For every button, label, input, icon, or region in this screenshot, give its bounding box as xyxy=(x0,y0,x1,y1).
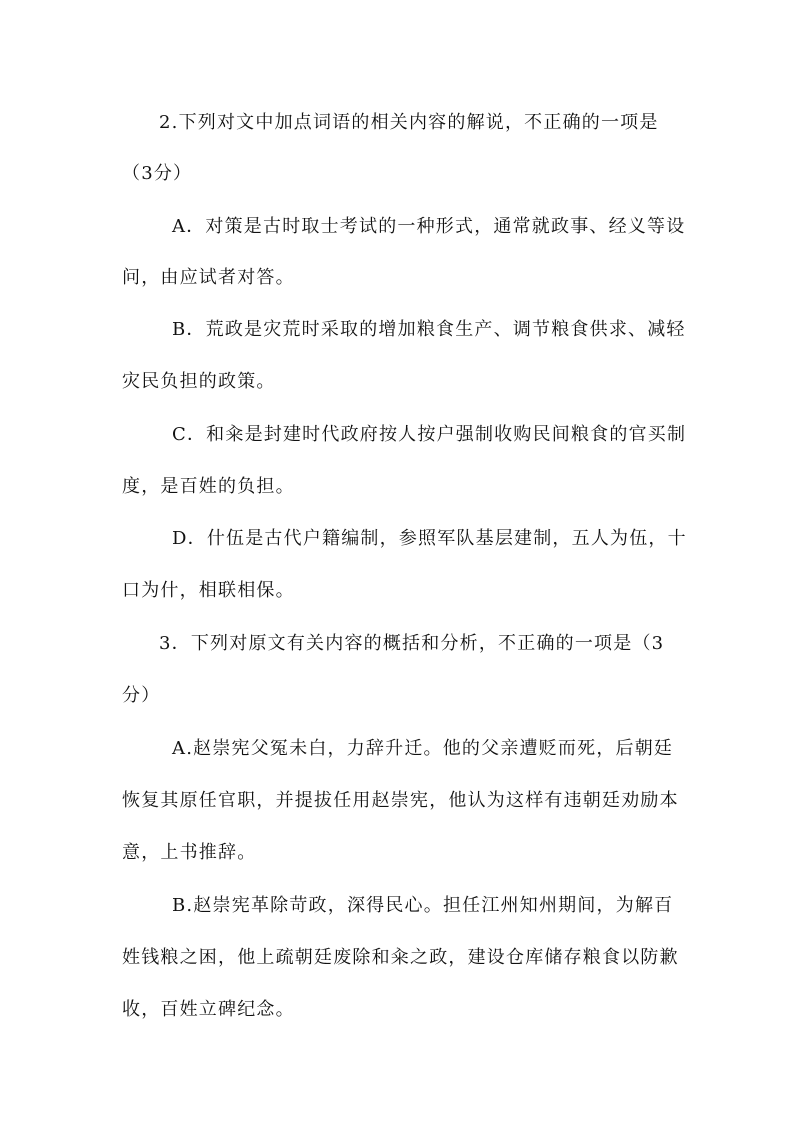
q3-stem-line1: 3．下列对原文有关内容的概括和分析，不正确的一项是（3 xyxy=(159,633,665,654)
q2-option-d-line2: 口为什，相联相保。 xyxy=(122,580,295,601)
q3-option-a-line1: A.赵崇宪父冤未白，力辞升迁。他的父亲遭贬而死，后朝廷 xyxy=(172,738,674,759)
q3-option-b-line1: B.赵崇宪革除苛政，深得民心。担任江州知州期间，为解百 xyxy=(172,895,674,916)
q3-option-a-line2: 恢复其原任官职，并提拔任用赵崇宪，他认为这样有违朝廷劝励本 xyxy=(122,790,679,811)
q2-option-c-line1: C．和籴是封建时代政府按人按户强制收购民间粮食的官买制 xyxy=(172,424,687,445)
q2-option-b-line1: B．荒政是灾荒时采取的增加粮食生产、调节粮食供求、减轻 xyxy=(172,319,686,340)
q2-option-d-line1: D．什伍是古代户籍编制，参照军队基层建制，五人为伍，十 xyxy=(172,528,687,549)
q3-option-a-line3: 意，上书推辞。 xyxy=(122,842,257,863)
q3-stem-line2: 分） xyxy=(122,685,161,706)
q3-option-b-line3: 收，百姓立碑纪念。 xyxy=(122,999,295,1020)
q2-option-c-line2: 度，是百姓的负担。 xyxy=(122,476,295,497)
q2-option-a-line2: 问，由应试者对答。 xyxy=(122,267,295,288)
q2-option-b-line2: 灾民负担的政策。 xyxy=(122,371,276,392)
q2-stem-line1: 2.下列对文中加点词语的相关内容的解说，不正确的一项是 xyxy=(159,112,659,133)
q2-option-a-line1: A．对策是古时取士考试的一种形式，通常就政事、经义等设 xyxy=(172,216,686,237)
q3-option-b-line2: 姓钱粮之困，他上疏朝廷废除和籴之政，建设仓库储存粮食以防歉 xyxy=(122,947,679,968)
q2-stem-line2: （3分） xyxy=(122,163,193,184)
